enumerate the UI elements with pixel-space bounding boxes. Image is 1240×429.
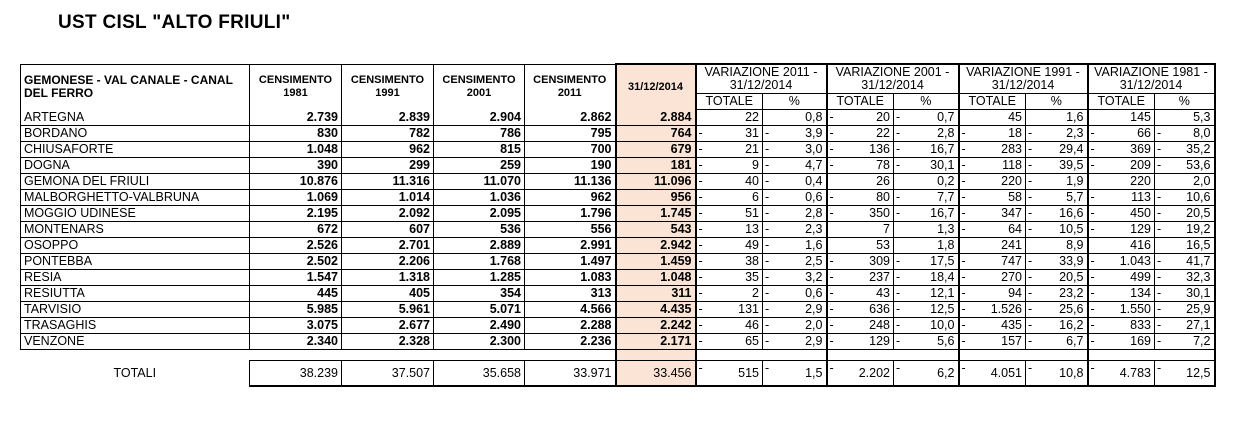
var-2011-pct: - 3,9 (763, 126, 827, 142)
var-1981-pct: 5,3 (1155, 110, 1215, 126)
census-2011-value: 4.566 (525, 302, 616, 318)
var-1991-totale: - 58 (959, 190, 1026, 206)
current-value: 679 (616, 142, 696, 158)
census-1981-value: 830 (250, 126, 342, 142)
var-1981-totale: - 833 (1088, 318, 1155, 334)
totals-row (21, 361, 1215, 387)
census-2011-value: 962 (525, 190, 616, 206)
census-1981-value: 1.048 (250, 142, 342, 158)
current-value: 1.459 (616, 254, 696, 270)
var-1981-totale: - 1.043 (1088, 254, 1155, 270)
comune-name: CHIUSAFORTE (21, 142, 250, 158)
var-1991-pct: - 16,6 (1026, 206, 1088, 222)
totale-header: TOTALE (959, 94, 1026, 110)
var-2011-totale: - 2 (696, 286, 763, 302)
table-row (21, 206, 1215, 222)
table-row (21, 286, 1215, 302)
comune-name: MOGGIO UDINESE (21, 206, 250, 222)
census-2011-value: 2.862 (525, 110, 616, 126)
current-value: 4.435 (616, 302, 696, 318)
var-1981-totale: - 169 (1088, 334, 1155, 350)
var-1981-pct: 16,5 (1155, 238, 1215, 254)
var-2001-pct: - 30,1 (894, 158, 959, 174)
var-1991-pct: - 5,7 (1026, 190, 1088, 206)
census-1981-value: 2.739 (250, 110, 342, 126)
var-2001-totale: - 129 (827, 334, 894, 350)
var-2011-totale: 22 (696, 110, 763, 126)
census-1981-value: 390 (250, 158, 342, 174)
census-2001-value: 786 (434, 126, 525, 142)
comune-name: BORDANO (21, 126, 250, 142)
census-2011-value: 1.497 (525, 254, 616, 270)
var-2011-totale: - 51 (696, 206, 763, 222)
var-2011-totale: - 13 (696, 222, 763, 238)
current-value: 1.745 (616, 206, 696, 222)
var-2001-totale: - 20 (827, 110, 894, 126)
census-2011-value: 2.991 (525, 238, 616, 254)
census-2011-value: 190 (525, 158, 616, 174)
totale-header: TOTALE (827, 94, 894, 110)
totals-var-1991-pct: - 10,8 (1026, 361, 1088, 387)
census-1991-value: 2.677 (342, 318, 434, 334)
var-2001-totale: 53 (827, 238, 894, 254)
census-1991-value: 2.839 (342, 110, 434, 126)
current-value: 1.048 (616, 270, 696, 286)
census-1991-value: 405 (342, 286, 434, 302)
var-2001-pct: - 17,5 (894, 254, 959, 270)
var-1991-totale: - 283 (959, 142, 1026, 158)
var-2001-totale: - 43 (827, 286, 894, 302)
census-1991-value: 962 (342, 142, 434, 158)
var-1991-pct: - 6,7 (1026, 334, 1088, 350)
table-row (21, 126, 1215, 142)
current-value: 956 (616, 190, 696, 206)
var-2011-totale: - 65 (696, 334, 763, 350)
var-2001-totale: - 78 (827, 158, 894, 174)
var-1981-pct: - 20,5 (1155, 206, 1215, 222)
census-2001-value: 2.490 (434, 318, 525, 334)
comune-name: MALBORGHETTO-VALBRUNA (21, 190, 250, 206)
var-1981-totale: - 113 (1088, 190, 1155, 206)
var-2001-pct: 1,8 (894, 238, 959, 254)
totals-var-2011-totale: - 515 (696, 361, 763, 387)
census-2011-value: 2.236 (525, 334, 616, 350)
pct-header: % (1026, 94, 1088, 110)
census-2001-header: CENSIMENTO 2001 (434, 64, 525, 110)
var-2001-pct: - 10,0 (894, 318, 959, 334)
census-2011-value: 700 (525, 142, 616, 158)
var-2011-totale: - 40 (696, 174, 763, 190)
census-2011-value: 2.288 (525, 318, 616, 334)
census-1991-value: 607 (342, 222, 434, 238)
page-title: UST CISL "ALTO FRIULI" (58, 12, 291, 33)
var-2001-totale: - 136 (827, 142, 894, 158)
table-row (21, 238, 1215, 254)
var-2001-pct: - 12,5 (894, 302, 959, 318)
var-2001-pct: - 7,7 (894, 190, 959, 206)
var-2001-pct: - 16,7 (894, 142, 959, 158)
pct-header: % (763, 94, 827, 110)
variation-1981-header: VARIAZIONE 1981 - 31/12/2014 (1088, 64, 1215, 94)
census-1981-value: 1.069 (250, 190, 342, 206)
census-1991-value: 299 (342, 158, 434, 174)
current-value: 543 (616, 222, 696, 238)
pct-header: % (1155, 94, 1215, 110)
var-1991-pct: 1,6 (1026, 110, 1088, 126)
var-2011-totale: - 49 (696, 238, 763, 254)
census-2011-value: 313 (525, 286, 616, 302)
var-1981-pct: - 8,0 (1155, 126, 1215, 142)
table-row (21, 174, 1215, 190)
census-1981-value: 3.075 (250, 318, 342, 334)
current-value: 2.884 (616, 110, 696, 126)
var-2011-pct: - 4,7 (763, 158, 827, 174)
var-1981-pct: - 7,2 (1155, 334, 1215, 350)
totale-header: TOTALE (696, 94, 763, 110)
comune-name: PONTEBBA (21, 254, 250, 270)
census-1981-value: 5.985 (250, 302, 342, 318)
table-body (21, 110, 1215, 350)
var-2001-pct: - 0,7 (894, 110, 959, 126)
var-2001-pct: 1,3 (894, 222, 959, 238)
var-1991-pct: - 39,5 (1026, 158, 1088, 174)
comune-name: TRASAGHIS (21, 318, 250, 334)
totals-var-2011-pct: - 1,5 (763, 361, 827, 387)
var-1991-pct: 8,9 (1026, 238, 1088, 254)
totals-var-2001-totale: - 2.202 (827, 361, 894, 387)
comune-name: RESIA (21, 270, 250, 286)
var-2011-pct: - 3,0 (763, 142, 827, 158)
census-1981-value: 2.502 (250, 254, 342, 270)
table-row (21, 302, 1215, 318)
census-1981-value: 1.547 (250, 270, 342, 286)
census-1991-value: 2.092 (342, 206, 434, 222)
census-1981-value: 445 (250, 286, 342, 302)
var-2011-totale: - 31 (696, 126, 763, 142)
census-1991-value: 1.318 (342, 270, 434, 286)
var-2011-pct: - 2,5 (763, 254, 827, 270)
census-1991-value: 5.961 (342, 302, 434, 318)
var-1981-pct: - 53,6 (1155, 158, 1215, 174)
census-2001-value: 2.904 (434, 110, 525, 126)
census-2001-value: 259 (434, 158, 525, 174)
var-2011-totale: - 46 (696, 318, 763, 334)
var-1991-pct: - 1,9 (1026, 174, 1088, 190)
var-2011-pct: - 0,6 (763, 286, 827, 302)
var-1991-pct: - 33,9 (1026, 254, 1088, 270)
var-1991-totale: - 94 (959, 286, 1026, 302)
var-2011-pct: - 2,9 (763, 302, 827, 318)
totals-var-2001-pct: - 6,2 (894, 361, 959, 387)
census-1981-value: 2.340 (250, 334, 342, 350)
var-1981-totale: - 369 (1088, 142, 1155, 158)
var-2001-totale: - 350 (827, 206, 894, 222)
census-2001-value: 2.095 (434, 206, 525, 222)
var-1991-totale: - 220 (959, 174, 1026, 190)
population-table (20, 63, 1216, 387)
table-row (21, 254, 1215, 270)
census-2011-value: 11.136 (525, 174, 616, 190)
census-2011-value: 556 (525, 222, 616, 238)
census-1981-value: 672 (250, 222, 342, 238)
var-1981-totale: - 66 (1088, 126, 1155, 142)
var-1991-pct: - 10,5 (1026, 222, 1088, 238)
var-2001-totale: 26 (827, 174, 894, 190)
var-2011-totale: - 9 (696, 158, 763, 174)
var-1991-pct: - 20,5 (1026, 270, 1088, 286)
table-row (21, 190, 1215, 206)
var-2001-totale: 7 (827, 222, 894, 238)
var-1981-pct: - 19,2 (1155, 222, 1215, 238)
var-2011-totale: - 131 (696, 302, 763, 318)
census-1991-value: 782 (342, 126, 434, 142)
table-row (21, 142, 1215, 158)
current-value: 2.242 (616, 318, 696, 334)
var-1981-pct: - 10,6 (1155, 190, 1215, 206)
var-1981-totale: - 499 (1088, 270, 1155, 286)
census-2001-value: 1.768 (434, 254, 525, 270)
var-1981-totale: - 134 (1088, 286, 1155, 302)
var-1991-totale: 45 (959, 110, 1026, 126)
var-1981-pct: - 30,1 (1155, 286, 1215, 302)
var-1981-totale: 220 (1088, 174, 1155, 190)
census-2001-value: 5.071 (434, 302, 525, 318)
pct-header: % (894, 94, 959, 110)
table-row (21, 158, 1215, 174)
census-1981-value: 2.195 (250, 206, 342, 222)
comune-name: OSOPPO (21, 238, 250, 254)
var-2011-totale: - 35 (696, 270, 763, 286)
comune-name: MONTENARS (21, 222, 250, 238)
var-1981-pct: 2,0 (1155, 174, 1215, 190)
var-1981-totale: - 129 (1088, 222, 1155, 238)
table-row (21, 110, 1215, 126)
totals-2011: 33.971 (525, 361, 616, 387)
census-2011-value: 1.083 (525, 270, 616, 286)
census-2001-value: 2.300 (434, 334, 525, 350)
census-1981-value: 2.526 (250, 238, 342, 254)
var-1991-totale: - 347 (959, 206, 1026, 222)
totals-var-1981-pct: - 12,5 (1155, 361, 1215, 387)
var-1991-totale: - 118 (959, 158, 1026, 174)
var-1991-totale: - 270 (959, 270, 1026, 286)
var-1981-totale: - 450 (1088, 206, 1155, 222)
var-2011-totale: - 21 (696, 142, 763, 158)
totals-label: TOTALI (113, 365, 157, 380)
var-2011-pct: - 3,2 (763, 270, 827, 286)
var-2001-pct: - 12,1 (894, 286, 959, 302)
var-1981-totale: - 1.550 (1088, 302, 1155, 318)
var-2011-totale: - 38 (696, 254, 763, 270)
var-1991-totale: - 157 (959, 334, 1026, 350)
var-2011-pct: - 0,4 (763, 174, 827, 190)
var-1981-totale: 416 (1088, 238, 1155, 254)
var-2011-pct: - 2,8 (763, 206, 827, 222)
current-value: 181 (616, 158, 696, 174)
table-row (21, 222, 1215, 238)
var-2001-totale: - 80 (827, 190, 894, 206)
var-2011-pct: - 0,6 (763, 190, 827, 206)
var-1981-pct: - 35,2 (1155, 142, 1215, 158)
table-row (21, 318, 1215, 334)
census-2001-value: 1.036 (434, 190, 525, 206)
var-2001-pct: 0,2 (894, 174, 959, 190)
census-1991-header: CENSIMENTO 1991 (342, 64, 434, 110)
variation-1991-header: VARIAZIONE 1991 - 31/12/2014 (959, 64, 1088, 94)
var-1981-totale: - 209 (1088, 158, 1155, 174)
var-2001-pct: - 18,4 (894, 270, 959, 286)
var-2001-totale: - 237 (827, 270, 894, 286)
var-2011-pct: 0,8 (763, 110, 827, 126)
census-2001-value: 2.889 (434, 238, 525, 254)
census-1991-value: 2.328 (342, 334, 434, 350)
var-1981-pct: - 27,1 (1155, 318, 1215, 334)
comune-name: DOGNA (21, 158, 250, 174)
census-2001-value: 11.070 (434, 174, 525, 190)
census-1981-value: 10.876 (250, 174, 342, 190)
var-1991-totale: 241 (959, 238, 1026, 254)
current-value: 311 (616, 286, 696, 302)
var-1981-totale: 145 (1088, 110, 1155, 126)
comune-name: VENZONE (21, 334, 250, 350)
var-1981-pct: - 25,9 (1155, 302, 1215, 318)
census-1991-value: 2.701 (342, 238, 434, 254)
var-2001-totale: - 636 (827, 302, 894, 318)
census-1981-header: CENSIMENTO 1981 (250, 64, 342, 110)
var-2001-totale: - 309 (827, 254, 894, 270)
var-2001-totale: - 248 (827, 318, 894, 334)
var-2001-pct: - 16,7 (894, 206, 959, 222)
census-2001-value: 1.285 (434, 270, 525, 286)
table-row (21, 270, 1215, 286)
totals-2001: 35.658 (434, 361, 525, 387)
comune-name: GEMONA DEL FRIULI (21, 174, 250, 190)
var-2011-pct: - 2,9 (763, 334, 827, 350)
comune-name: ARTEGNA (21, 110, 250, 126)
totals-var-1991-totale: - 4.051 (959, 361, 1026, 387)
census-2001-value: 815 (434, 142, 525, 158)
var-1981-pct: - 41,7 (1155, 254, 1215, 270)
var-1991-pct: - 2,3 (1026, 126, 1088, 142)
var-2011-pct: - 2,0 (763, 318, 827, 334)
var-2011-pct: - 2,3 (763, 222, 827, 238)
totals-1991: 37.507 (342, 361, 434, 387)
totals-1981: 38.239 (250, 361, 342, 387)
variation-2001-header: VARIAZIONE 2001 - 31/12/2014 (827, 64, 959, 94)
var-1991-pct: - 25,6 (1026, 302, 1088, 318)
area-header: GEMONESE - VAL CANALE - CANAL DEL FERRO (21, 64, 250, 110)
var-1991-totale: - 1.526 (959, 302, 1026, 318)
census-1991-value: 2.206 (342, 254, 434, 270)
current-value: 11.096 (616, 174, 696, 190)
var-1991-totale: - 64 (959, 222, 1026, 238)
var-2001-pct: - 5,6 (894, 334, 959, 350)
var-1991-totale: - 435 (959, 318, 1026, 334)
current-value: 2.171 (616, 334, 696, 350)
var-1991-pct: - 16,2 (1026, 318, 1088, 334)
var-1991-pct: - 23,2 (1026, 286, 1088, 302)
var-1991-totale: - 18 (959, 126, 1026, 142)
var-2001-pct: - 2,8 (894, 126, 959, 142)
comune-name: TARVISIO (21, 302, 250, 318)
var-1981-pct: - 32,3 (1155, 270, 1215, 286)
table-row (21, 334, 1215, 350)
census-2011-value: 795 (525, 126, 616, 142)
totale-header: TOTALE (1088, 94, 1155, 110)
var-1991-pct: - 29,4 (1026, 142, 1088, 158)
current-date-header: 31/12/2014 (616, 64, 696, 110)
census-2011-header: CENSIMENTO 2011 (525, 64, 616, 110)
totals-var-1981-totale: - 4.783 (1088, 361, 1155, 387)
census-2011-value: 1.796 (525, 206, 616, 222)
census-1991-value: 1.014 (342, 190, 434, 206)
current-value: 764 (616, 126, 696, 142)
var-2011-pct: - 1,6 (763, 238, 827, 254)
current-value: 2.942 (616, 238, 696, 254)
totals-current: 33.456 (616, 361, 696, 387)
census-2001-value: 354 (434, 286, 525, 302)
comune-name: RESIUTTA (21, 286, 250, 302)
census-1991-value: 11.316 (342, 174, 434, 190)
var-1991-totale: - 747 (959, 254, 1026, 270)
var-2001-totale: - 22 (827, 126, 894, 142)
var-2011-totale: - 6 (696, 190, 763, 206)
census-2001-value: 536 (434, 222, 525, 238)
variation-2011-header: VARIAZIONE 2011 - 31/12/2014 (696, 64, 827, 94)
